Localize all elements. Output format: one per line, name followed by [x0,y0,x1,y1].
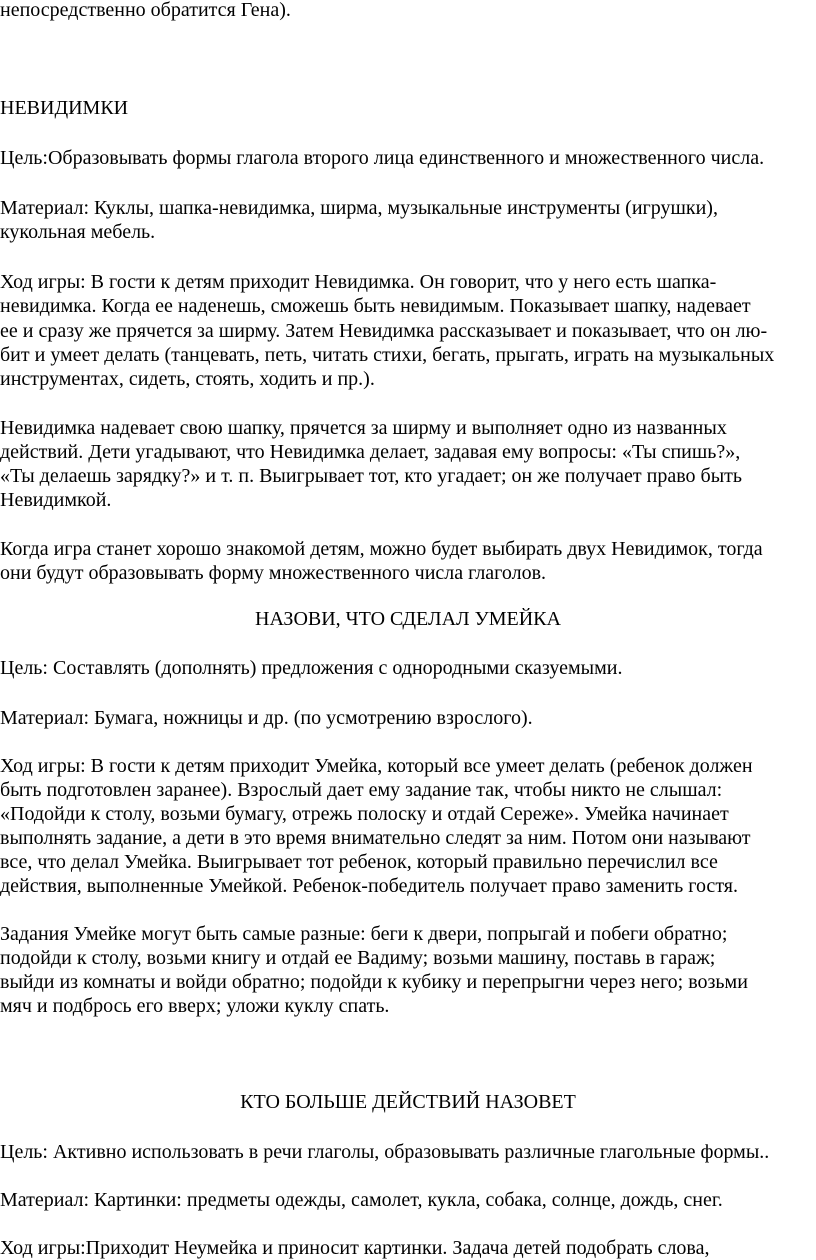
game-text-line: бит и умеет делать (танцевать, петь, читать стихи, бегать, прыгать, играть на музыкальных [0,344,775,366]
paragraph-line: Задания Умейке могут быть самые разные: беги к двери, попрыгай и побеги обратно; [0,923,728,945]
game-text-line: невидимка. Когда ее наденешь, сможешь быть невидимым. Показывает шапку, надевает [0,295,751,317]
paragraph-line: Когда игра станет хорошо знакомой детям, можно будет выбирать двух Невидимок, тогда [0,538,763,560]
paragraph-line: «Ты делаешь зарядку?» и т. п. Выигрывает тот, кто угадает; он же получает право быть [0,465,743,487]
section-title: КТО БОЛЬШЕ ДЕЙСТВИЙ НАЗОВЕТ [240,1091,576,1113]
section-goal: Цель: Составлять (дополнять) предложения с однородными сказуемыми. [0,657,623,679]
game-text-line: все, что делал Умейка. Выигрывает тот ребенок, который правильно перечислил все [0,851,718,873]
game-text-line: быть подготовлен заранее). Взрослый дает ему задание так, чтобы никто не слышал: [0,779,723,801]
game-text-line: ее и сразу же прячется за ширму. Затем Невидимка рассказывает и показывает, что он лю- [0,320,768,342]
paragraph-line: Невидимкой. [0,489,112,511]
section-material: Материал: Бумага, ножницы и др. (по усмотрению взрослого). [0,707,533,729]
section-material: Материал: Картинки: предметы одежды, самолет, кукла, собака, солнце, дождь, снег. [0,1189,723,1211]
game-text-line: Ход игры:Приходит Неумейка и приносит картинки. Задача детей подобрать слова, [0,1237,710,1259]
section-goal: Цель:Образовывать формы глагола второго лица единственного и множественного числа. [0,147,765,169]
section-material-line: кукольная мебель. [0,221,156,243]
paragraph-line: Невидимка надевает свою шапку, прячется за ширму и выполняет одно из названных [0,417,727,439]
paragraph-line: подойди к столу, возьми книгу и отдай ее Вадиму; возьми машину, поставь в гараж; [0,947,716,969]
section-goal: Цель: Активно использовать в речи глаголы, образовывать различные глагольные формы.. [0,1141,770,1163]
game-text-line: действия, выполненные Умейкой. Ребенок-победитель получает право заменить гостя. [0,875,738,897]
game-text-line: выполнять задание, а дети в это время внимательно следят за ним. Потом они называют [0,827,751,849]
section-title: НАЗОВИ, ЧТО СДЕЛАЛ УМЕЙКА [255,608,561,630]
intro-tail-text: непосредственно обратится Гена). [0,0,291,21]
paragraph-line: действий. Дети угадывают, что Невидимка делает, задавая ему вопросы: «Ты спишь?», [0,441,741,463]
paragraph-line: они будут образовывать форму множественного числа глаголов. [0,562,547,584]
game-text-line: Ход игры: В гости к детям приходит Умейка, который все умеет делать (ребенок должен [0,755,753,777]
section-material-line: Материал: Куклы, шапка-невидимка, ширма, музыкальные инструменты (игрушки), [0,197,718,219]
game-text-line: Ход игры: В гости к детям приходит Невидимка. Он говорит, что у него есть шапка- [0,271,717,293]
section-title: НЕВИДИМКИ [0,97,129,119]
paragraph-line: мяч и подбрось его вверх; уложи куклу спать. [0,995,390,1017]
game-text-line: «Подойди к столу, возьми бумагу, отрежь полоску и отдай Сереже». Умейка начинает [0,803,729,825]
game-text-line: инструментах, сидеть, стоять, ходить и пр.). [0,368,375,390]
paragraph-line: выйди из комнаты и войди обратно; подойди к кубику и перепрыгни через него; возьми [0,971,748,993]
